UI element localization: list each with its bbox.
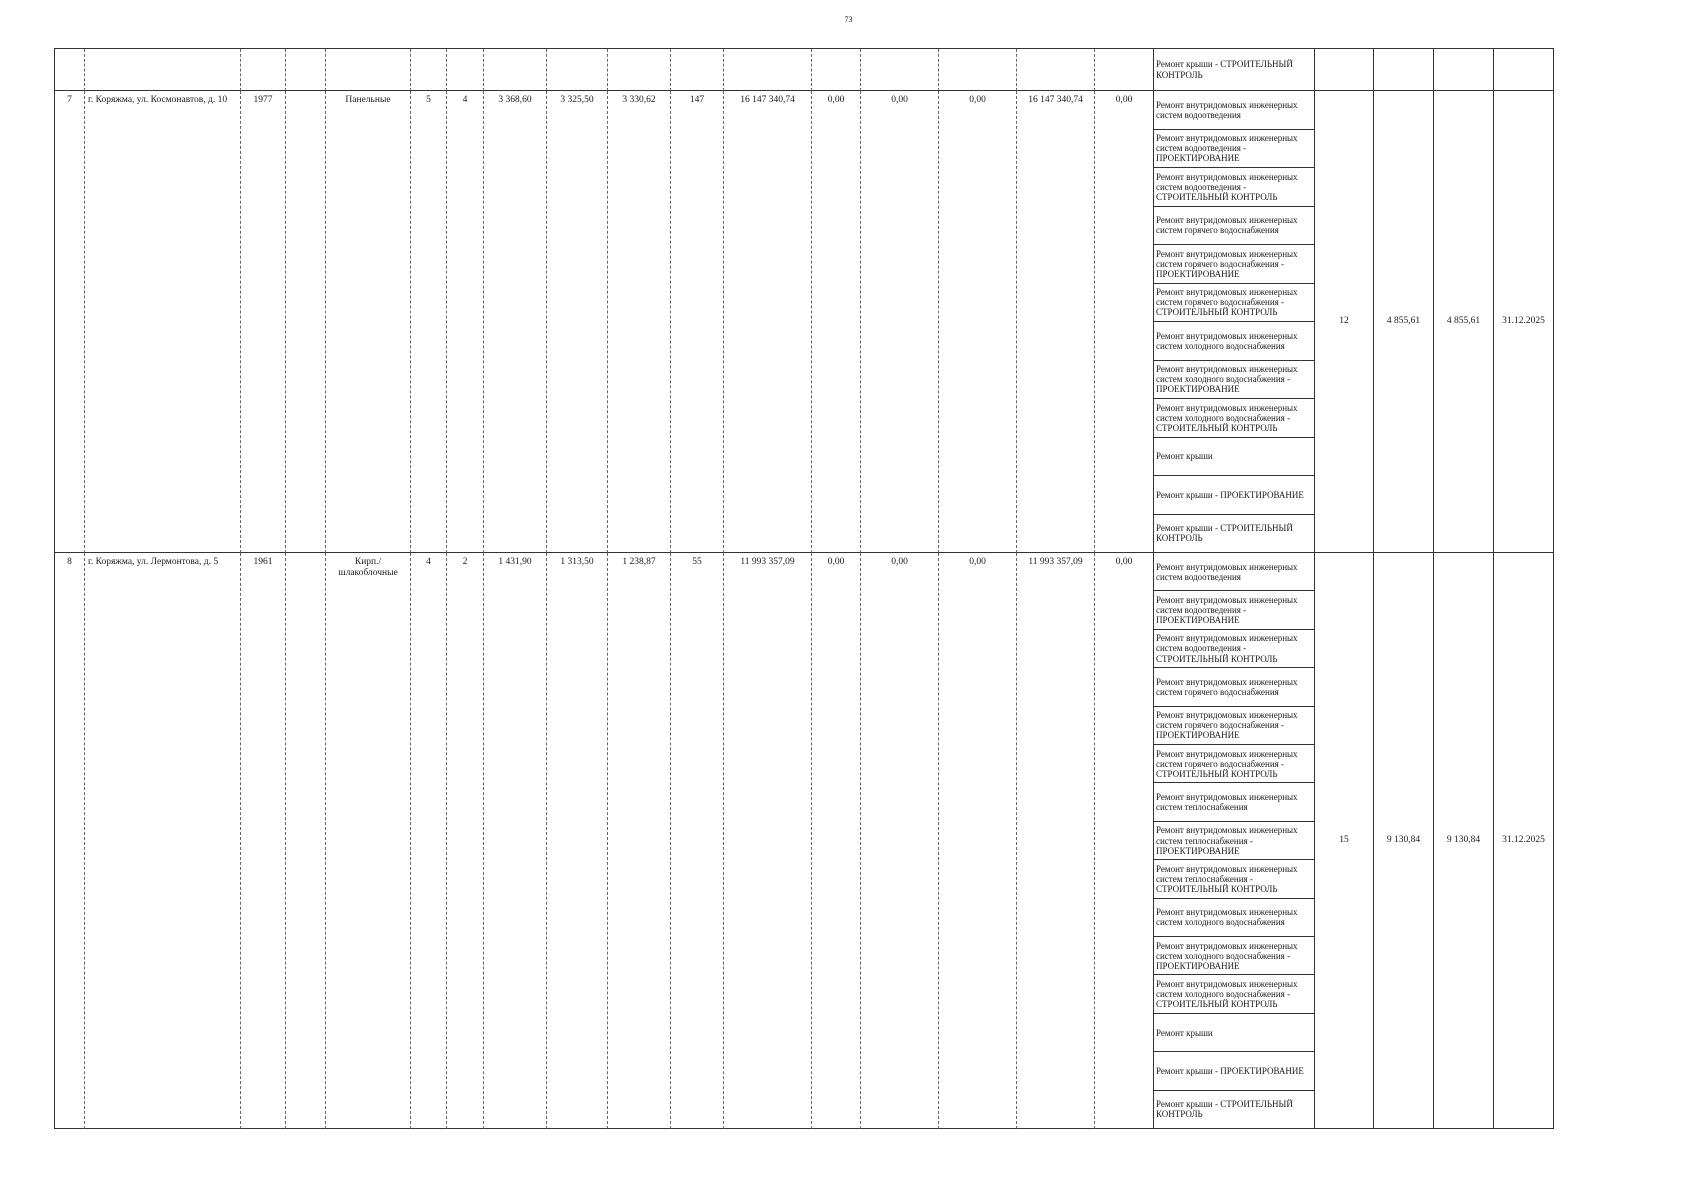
year-overhaul — [286, 91, 326, 553]
cont-works-cell — [1154, 49, 1315, 91]
cont-wall-cell — [326, 49, 411, 91]
work-item: Ремонт внутридомовых инженерных систем водоотведения - СТРОИТЕЛЬНЫЙ КОНТРОЛЬ — [1154, 630, 1314, 668]
deadline: 31.12.2025 — [1494, 553, 1554, 1129]
works-list — [1154, 553, 1315, 1129]
cont-area-residential-cell — [608, 49, 671, 91]
unit-cost-max: 9 130,84 — [1434, 553, 1494, 1129]
cont-year-built-cell — [241, 49, 286, 91]
works-list — [1154, 91, 1315, 553]
work-count: 15 — [1315, 553, 1374, 1129]
cont-deadline-cell — [1494, 49, 1554, 91]
entrances: 2 — [447, 553, 484, 1129]
work-item: Ремонт внутридомовых инженерных систем водоотведения - ПРОЕКТИРОВАНИЕ — [1154, 591, 1314, 629]
cont-area-total-cell — [484, 49, 547, 91]
other-funds: 0,00 — [1095, 553, 1154, 1129]
work-item: Ремонт внутридомовых инженерных систем холодного водоснабжения — [1154, 322, 1314, 361]
wall-material: Кирп./ шлакоблочные — [326, 553, 411, 1129]
work-item: Ремонт внутридомовых инженерных систем холодного водоснабжения — [1154, 899, 1314, 937]
cont-cost-total-cell — [724, 49, 812, 91]
work-item: Ремонт крыши — [1154, 438, 1314, 477]
work-item: Ремонт внутридомовых инженерных систем теплоснабжения - ПРОЕКТИРОВАНИЕ — [1154, 822, 1314, 860]
residents: 55 — [671, 553, 724, 1129]
year-built: 1977 — [241, 91, 286, 553]
cont-other-cell — [1095, 49, 1154, 91]
fund-federal: 0,00 — [812, 91, 861, 553]
work-item: Ремонт внутридомовых инженерных систем горячего водоснабжения - СТРОИТЕЛЬНЫЙ КОНТРОЛЬ — [1154, 284, 1314, 323]
area-total: 1 431,90 — [484, 553, 547, 1129]
year-overhaul — [286, 553, 326, 1129]
year-built: 1961 — [241, 553, 286, 1129]
address: г. Коряжма, ул. Лермонтова, д. 5 — [85, 553, 241, 1129]
work-item: Ремонт внутридомовых инженерных систем водоотведения - ПРОЕКТИРОВАНИЕ — [1154, 130, 1314, 169]
work-item: Ремонт внутридомовых инженерных систем холодного водоснабжения - СТРОИТЕЛЬНЫЙ КОНТРОЛЬ — [1154, 399, 1314, 438]
work-item: Ремонт крыши — [1154, 1014, 1314, 1052]
work-item: Ремонт крыши - ПРОЕКТИРОВАНИЕ — [1154, 1052, 1314, 1090]
work-item: Ремонт внутридомовых инженерных систем горячего водоснабжения — [1154, 668, 1314, 706]
wall-material: Панельные — [326, 91, 411, 553]
unit-cost: 9 130,84 — [1374, 553, 1434, 1129]
fund-federal: 0,00 — [812, 553, 861, 1129]
fund-owners: 16 147 340,74 — [1017, 91, 1095, 553]
work-item: Ремонт внутридомовых инженерных систем горячего водоснабжения - ПРОЕКТИРОВАНИЕ — [1154, 707, 1314, 745]
entrances: 4 — [447, 91, 484, 553]
work-item: Ремонт внутридомовых инженерных систем холодного водоснабжения - ПРОЕКТИРОВАНИЕ — [1154, 937, 1314, 975]
unit-cost: 4 855,61 — [1374, 91, 1434, 553]
other-funds: 0,00 — [1095, 91, 1154, 553]
area-total: 3 368,60 — [484, 91, 547, 553]
overhaul-table — [54, 48, 1554, 1129]
fund-local: 0,00 — [939, 553, 1017, 1129]
fund-local: 0,00 — [939, 91, 1017, 553]
area-residential: 1 238,87 — [608, 553, 671, 1129]
cost-total: 16 147 340,74 — [724, 91, 812, 553]
cont-year-overhaul-cell — [286, 49, 326, 91]
fund-regional: 0,00 — [861, 91, 939, 553]
area-premises: 1 313,50 — [547, 553, 608, 1129]
work-item: Ремонт внутридомовых инженерных систем холодного водоснабжения - СТРОИТЕЛЬНЫЙ КОНТРОЛЬ — [1154, 975, 1314, 1013]
cont-num-cell — [55, 49, 85, 91]
cont-address-cell — [85, 49, 241, 91]
work-item: Ремонт внутридомовых инженерных систем водоотведения — [1154, 91, 1314, 130]
work-item: Ремонт внутридомовых инженерных систем холодного водоснабжения - ПРОЕКТИРОВАНИЕ — [1154, 361, 1314, 400]
work-item: Ремонт внутридомовых инженерных систем теплоснабжения — [1154, 783, 1314, 821]
work-item: Ремонт внутридомовых инженерных систем теплоснабжения - СТРОИТЕЛЬНЫЙ КОНТРОЛЬ — [1154, 860, 1314, 898]
work-item: Ремонт крыши - ПРОЕКТИРОВАНИЕ — [1154, 476, 1314, 515]
residents: 147 — [671, 91, 724, 553]
cont-floors-cell — [411, 49, 447, 91]
cont-fund-federal-cell — [812, 49, 861, 91]
cont-fund-local-cell — [939, 49, 1017, 91]
unit-cost-max: 4 855,61 — [1434, 91, 1494, 553]
cost-total: 11 993 357,09 — [724, 553, 812, 1129]
cont-unit-cost-cell — [1374, 49, 1434, 91]
fund-regional: 0,00 — [861, 553, 939, 1129]
work-item: Ремонт крыши - СТРОИТЕЛЬНЫЙ КОНТРОЛЬ — [1156, 59, 1293, 80]
work-count: 12 — [1315, 91, 1374, 553]
work-item: Ремонт внутридомовых инженерных систем водоотведения - СТРОИТЕЛЬНЫЙ КОНТРОЛЬ — [1154, 168, 1314, 207]
address: г. Коряжма, ул. Космонавтов, д. 10 — [85, 91, 241, 553]
work-item: Ремонт внутридомовых инженерных систем водоотведения — [1154, 553, 1314, 591]
fund-owners: 11 993 357,09 — [1017, 553, 1095, 1129]
work-item: Ремонт внутридомовых инженерных систем горячего водоснабжения — [1154, 207, 1314, 246]
row-number: 8 — [55, 553, 85, 1129]
work-item: Ремонт крыши - СТРОИТЕЛЬНЫЙ КОНТРОЛЬ — [1156, 1099, 1293, 1120]
area-residential: 3 330,62 — [608, 91, 671, 553]
cont-entrances-cell — [447, 49, 484, 91]
cont-work-count-cell — [1315, 49, 1374, 91]
page-number: 73 — [844, 15, 853, 24]
cont-fund-owners-cell — [1017, 49, 1095, 91]
cont-unit-cost-max-cell — [1434, 49, 1494, 91]
cont-fund-regional-cell — [861, 49, 939, 91]
work-item: Ремонт крыши - СТРОИТЕЛЬНЫЙ КОНТРОЛЬ — [1156, 523, 1293, 544]
floors: 5 — [411, 91, 447, 553]
cont-area-premises-cell — [547, 49, 608, 91]
work-item: Ремонт внутридомовых инженерных систем горячего водоснабжения - ПРОЕКТИРОВАНИЕ — [1154, 245, 1314, 284]
deadline: 31.12.2025 — [1494, 91, 1554, 553]
work-item: Ремонт внутридомовых инженерных систем горячего водоснабжения - СТРОИТЕЛЬНЫЙ КОНТРОЛЬ — [1154, 745, 1314, 783]
cont-residents-cell — [671, 49, 724, 91]
row-number: 7 — [55, 91, 85, 553]
area-premises: 3 325,50 — [547, 91, 608, 553]
floors: 4 — [411, 553, 447, 1129]
